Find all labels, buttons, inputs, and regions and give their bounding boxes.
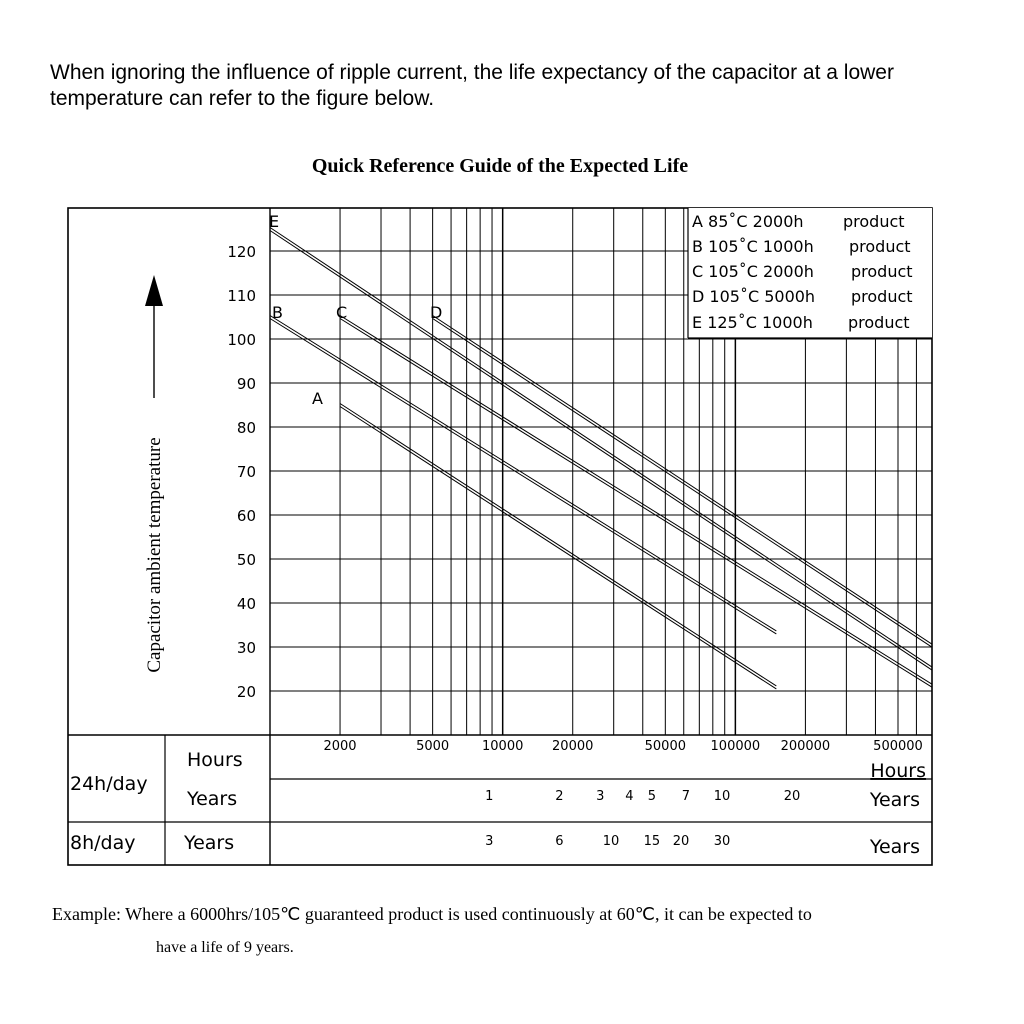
years-24h-tick-label: 4: [625, 789, 634, 804]
hour-tick-label: 2000: [323, 739, 357, 754]
series-label-c: C: [336, 303, 348, 322]
years-8h-tick-label: 10: [602, 834, 620, 849]
hour-tick-label: 10000: [482, 739, 524, 754]
y-tick-label: 70: [236, 463, 256, 481]
years-8h-row-label: Years: [184, 832, 235, 854]
series-label-e: E: [269, 212, 280, 231]
years-24h-tick-label: 1: [485, 789, 494, 804]
series-label-d: D: [430, 303, 443, 322]
row-24h-label: 24h/day: [70, 773, 148, 795]
years-24h-tick-label: 2: [555, 789, 564, 804]
y-axis-label: Capacitor ambient temperature: [144, 437, 165, 673]
years-24h-tick-label: 7: [681, 789, 691, 804]
legend: [688, 208, 932, 338]
years-24h-tick-label: 20: [783, 789, 801, 804]
intro-text: When ignoring the influence of ripple current, the life expectancy of the capacitor at a lower temperature can refer to the figure below.: [50, 61, 894, 110]
example-line-1: Example: Where a 6000hrs/105℃ guaranteed product is used continuously at 60℃, it can be expected to: [52, 904, 812, 924]
y-tick-label: 60: [236, 507, 256, 525]
series-line-d: [433, 316, 932, 648]
y-tick-label: 90: [236, 375, 256, 393]
years-8h-unit-label: Years: [869, 836, 920, 858]
series-line-b: [270, 316, 776, 634]
row-8h-label: 8h/day: [70, 832, 136, 854]
legend-suffix-a: product: [843, 212, 905, 231]
years-8h-tick-labels: [485, 834, 730, 849]
example-note: [52, 897, 982, 965]
y-tick-label: 30: [236, 639, 256, 657]
y-tick-label: 50: [236, 551, 256, 569]
hours-unit-label: Hours: [870, 760, 926, 782]
y-tick-label: 20: [236, 683, 256, 701]
y-tick-label: 110: [227, 287, 256, 305]
y-axis-arrow: [145, 275, 163, 398]
legend-entry-e: E 125˚C 1000h: [692, 313, 813, 332]
years-8h-tick-label: 20: [672, 834, 690, 849]
y-tick-labels: [227, 243, 256, 701]
y-tick-label: 80: [236, 419, 256, 437]
chart-title: Quick Reference Guide of the Expected Life: [311, 155, 689, 177]
hour-tick-label: 50000: [644, 739, 686, 754]
years-24h-tick-label: 5: [647, 789, 657, 804]
legend-entry-d: D 105˚C 5000h: [692, 287, 816, 306]
hour-tick-label: 200000: [780, 739, 831, 754]
legend-suffix-e: product: [848, 313, 910, 332]
legend-suffix-c: product: [851, 262, 913, 281]
hour-tick-label: 5000: [416, 739, 450, 754]
example-line-2: have a life of 9 years.: [156, 939, 294, 956]
y-tick-label: 100: [227, 331, 256, 349]
series-label-a: A: [312, 389, 323, 408]
series-line-c: [340, 316, 932, 688]
years-24h-tick-labels: [485, 789, 800, 804]
legend-suffix-d: product: [851, 287, 913, 306]
years-24h-tick-label: 3: [596, 789, 605, 804]
years-8h-tick-label: 6: [555, 834, 564, 849]
legend-entry-c: C 105˚C 2000h: [692, 262, 814, 281]
years-8h-tick-label: 3: [485, 834, 494, 849]
years-8h-tick-label: 30: [713, 834, 731, 849]
years-24h-row-label: Years: [187, 788, 238, 810]
y-tick-label: 120: [227, 243, 256, 261]
years-8h-tick-label: 15: [643, 834, 661, 849]
series-labels: [269, 212, 442, 408]
hour-tick-label: 20000: [552, 739, 594, 754]
hour-tick-label: 100000: [710, 739, 761, 754]
series-label-b: B: [272, 303, 283, 322]
legend-entry-a: A 85˚C 2000h: [692, 212, 804, 231]
legend-suffix-b: product: [849, 237, 911, 256]
y-tick-label: 40: [236, 595, 256, 613]
hours-row-label: Hours: [187, 749, 243, 771]
legend-entry-b: B 105˚C 1000h: [692, 237, 814, 256]
years-24h-unit-label: Years: [869, 789, 920, 811]
years-24h-tick-label: 10: [713, 789, 731, 804]
hour-tick-label: 500000: [873, 739, 923, 754]
hour-tick-labels: [323, 739, 922, 754]
